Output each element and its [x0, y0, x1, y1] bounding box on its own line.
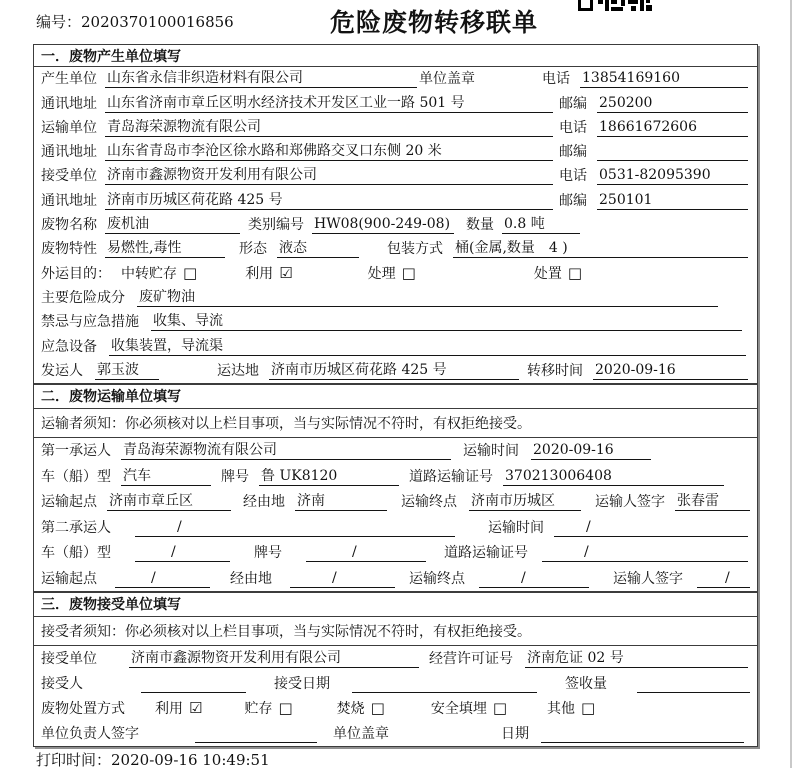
receiver-notice: 接受者须知：你必须核对以上栏目事项，当与实际情况不符时，有权拒绝接受。 — [34, 617, 757, 646]
waste-name-value: 废机油 — [105, 216, 240, 234]
field-label: 产生单位 — [41, 71, 97, 88]
option-treat: 处理 □ — [367, 263, 416, 282]
packaging-value: 桶(金属,数量 4 ) — [453, 240, 748, 258]
route-start-value: 济南市章丘区 — [107, 493, 231, 511]
transport-unit-value: 青岛海荣源物流有限公司 — [105, 119, 553, 137]
receiver-phone-value: 0531-82095390 — [597, 167, 748, 185]
receiving-unit-value: 济南市鑫源物资开发利用有限公司 — [129, 650, 419, 668]
transport-address-value: 山东省青岛市李沧区徐水路和郑佛路交叉口东侧 20 米 — [105, 143, 553, 161]
stamp-date-value — [541, 742, 744, 743]
row-emergency-equipment — [34, 334, 757, 358]
plate-number-value: 鲁 UK8120 — [259, 468, 399, 486]
field-label: 通讯地址 — [41, 95, 97, 112]
field-label: 道路运输证号 — [444, 545, 528, 562]
checkbox-unchecked-icon: □ — [278, 698, 293, 717]
serial-value: 2020370100016856 — [81, 13, 234, 31]
route-via-value: 济南 — [295, 493, 387, 511]
checkbox-unchecked-icon: □ — [567, 263, 583, 282]
row-transport-address — [34, 140, 757, 164]
field-label: 通讯地址 — [41, 144, 97, 161]
field-label: 禁忌与应急措施 — [41, 314, 139, 331]
field-label: 车（船）型 — [41, 545, 111, 562]
print-time-value: 2020-09-16 10:49:51 — [111, 751, 270, 769]
route-start-2-value: / — [115, 570, 210, 588]
field-label: 运输时间 — [488, 519, 544, 536]
transport-phone-value: 18661672606 — [597, 119, 748, 137]
checkbox-checked-icon: ☑ — [279, 263, 293, 282]
qr-code-fragment-icon — [578, 0, 652, 11]
row-receiver-person — [34, 671, 757, 696]
first-carrier-value: 青岛海荣源物流有限公司 — [121, 442, 451, 460]
row-transport-route-1 — [34, 489, 757, 515]
transporter-notice: 运输者须知：你必须核对以上栏目事项，当与实际情况不符时，有权拒绝接受。 — [34, 409, 757, 438]
field-label: 主要危险成分 — [41, 289, 125, 306]
route-via-2-value: / — [290, 570, 395, 588]
receive-date-value — [352, 692, 537, 693]
row-waste-name — [34, 213, 757, 237]
vehicle-type-2-value: / — [135, 544, 230, 562]
field-label: 废物名称 — [41, 217, 97, 234]
route-end-value: 济南市历城区 — [469, 493, 581, 511]
field-label: 运输起点 — [41, 570, 97, 587]
transport-date-value: 2020-09-16 — [531, 442, 651, 460]
waste-category-code-value: HW08(900-249-08) — [312, 216, 454, 234]
row-disposal-method — [34, 696, 757, 721]
field-label: 包装方式 — [387, 241, 443, 258]
option-utilize: 利用 ☑ — [245, 263, 293, 282]
field-label: 经营许可证号 — [429, 650, 513, 667]
field-label: 牌号 — [254, 545, 282, 562]
waste-form-value: 液态 — [277, 240, 359, 258]
transport-postcode-value — [597, 160, 748, 161]
main-hazard-value: 废矿物油 — [137, 289, 718, 307]
field-label: 第一承运人 — [41, 443, 111, 460]
field-label: 日期 — [501, 725, 529, 742]
print-time-line — [36, 749, 270, 770]
checkbox-unchecked-icon: □ — [183, 263, 198, 282]
producer-unit-value: 山东省永信非织造材料有限公司 — [105, 70, 417, 88]
field-label: 废物处置方式 — [41, 700, 125, 717]
field-label: 运输起点 — [41, 494, 97, 511]
transporter-signature-value: 张春雷 — [675, 493, 750, 511]
field-label: 签收量 — [565, 675, 607, 692]
vehicle-type-value: 汽车 — [121, 468, 211, 486]
page-title: 危险废物转移联单 — [330, 8, 539, 37]
field-label: 道路运输证号 — [409, 468, 493, 485]
field-label: 运输时间 — [463, 443, 519, 460]
section2-header: 二．废物运输单位填写 — [34, 383, 757, 409]
option-incinerate: 焚烧 □ — [336, 698, 385, 717]
field-label: 类别编号 — [248, 217, 304, 234]
field-label: 运输终点 — [401, 494, 457, 511]
field-label: 接受日期 — [274, 675, 330, 692]
row-waste-property — [34, 237, 757, 261]
row-first-carrier — [34, 438, 757, 464]
section1-header: 一．废物产生单位填写 — [34, 45, 757, 67]
transporter-signature-2-value: / — [697, 570, 750, 588]
checkbox-unchecked-icon: □ — [370, 698, 385, 717]
field-label: 接受人 — [41, 675, 83, 692]
emergency-measures-value: 收集、导流 — [151, 313, 742, 331]
field-label: 邮编 — [559, 192, 587, 209]
field-label: 外运目的： — [41, 265, 111, 282]
checkbox-unchecked-icon: □ — [401, 263, 416, 282]
receiver-address-value: 济南市历城区荷花路 425 号 — [105, 192, 553, 210]
field-label: 电话 — [559, 119, 587, 136]
row-receiving-unit — [34, 646, 757, 671]
field-label: 应急设备 — [41, 338, 97, 355]
field-label: 单位盖章 — [333, 725, 389, 742]
row-emergency-measures — [34, 310, 757, 334]
producer-phone-value: 13854169160 — [580, 70, 748, 88]
received-quantity-value — [637, 692, 750, 693]
option-dispose: 处置 □ — [533, 263, 583, 282]
row-transport-route-2 — [34, 565, 757, 591]
license-number-value: 济南危证 02 号 — [525, 650, 748, 668]
option-other: 其他 □ — [547, 698, 596, 717]
row-second-carrier — [34, 514, 757, 540]
serial-number-line — [36, 11, 234, 32]
field-label: 单位负责人签字 — [41, 725, 139, 742]
second-carrier-value: / — [135, 519, 455, 537]
field-label: 经由地 — [243, 494, 285, 511]
option-transit-storage: 中转贮存 □ — [121, 263, 198, 282]
plate-number-2-value: / — [306, 544, 426, 562]
checkbox-unchecked-icon: □ — [492, 698, 508, 717]
field-label: 邮编 — [559, 95, 587, 112]
serial-label: 编号： — [36, 13, 82, 31]
field-label: 接受单位 — [41, 168, 97, 185]
checkbox-unchecked-icon: □ — [581, 698, 596, 717]
field-label: 牌号 — [221, 468, 249, 485]
row-responsible-signature — [34, 721, 757, 746]
section3-header: 三．废物接受单位填写 — [34, 591, 757, 617]
transfer-date-value: 2020-09-16 — [593, 362, 748, 380]
responsible-signature-value — [195, 742, 317, 743]
road-permit-value: 370213006408 — [503, 468, 724, 486]
row-transfer-purpose — [34, 261, 757, 285]
receiver-unit-value: 济南市鑫源物资开发利用有限公司 — [105, 167, 553, 185]
field-label: 车（船）型 — [41, 468, 111, 485]
road-permit-2-value: / — [542, 544, 748, 562]
producer-address-value: 山东省济南市章丘区明水经济技术开发区工业一路 501 号 — [105, 95, 553, 113]
field-label: 数量 — [466, 217, 494, 234]
manifest-form-table — [33, 44, 758, 747]
field-label: 运达地 — [217, 362, 259, 379]
row-producer-unit — [34, 67, 757, 91]
route-end-2-value: / — [479, 570, 589, 588]
checkbox-checked-icon: ☑ — [189, 698, 203, 717]
destination-value: 济南市历城区荷花路 425 号 — [269, 362, 519, 380]
row-vehicle-type-2 — [34, 540, 757, 566]
field-label: 电话 — [542, 71, 570, 88]
receiver-postcode-value: 250101 — [597, 192, 748, 210]
field-label: 转移时间 — [527, 362, 583, 379]
row-receiver-unit — [34, 164, 757, 188]
consignor-value: 郭玉波 — [95, 362, 159, 380]
emergency-equipment-value: 收集装置，导流渠 — [109, 338, 746, 356]
field-label: 运输终点 — [409, 570, 465, 587]
transport-date-2-value: / — [554, 519, 748, 537]
print-time-label: 打印时间： — [36, 751, 112, 769]
option-landfill: 安全填埋 □ — [430, 698, 508, 717]
receiver-person-value — [141, 692, 246, 693]
row-producer-address — [34, 91, 757, 115]
page-edge-divider — [790, 0, 792, 768]
row-transport-unit — [34, 116, 757, 140]
field-label: 第二承运人 — [41, 519, 111, 536]
field-label: 单位盖章 — [419, 71, 475, 88]
field-label: 运输人签字 — [595, 494, 665, 511]
field-label: 形态 — [239, 241, 267, 258]
field-label: 通讯地址 — [41, 192, 97, 209]
waste-quantity-value: 0.8 吨 — [502, 216, 580, 234]
row-consignor — [34, 359, 757, 383]
field-label: 电话 — [559, 168, 587, 185]
field-label: 邮编 — [559, 144, 587, 161]
field-label: 接受单位 — [41, 650, 97, 667]
waste-property-value: 易燃性,毒性 — [105, 240, 225, 258]
field-label: 运输人签字 — [613, 570, 683, 587]
field-label: 废物特性 — [41, 241, 97, 258]
field-label: 发运人 — [41, 362, 83, 379]
field-label: 运输单位 — [41, 119, 97, 136]
row-main-hazard — [34, 286, 757, 310]
row-receiver-address — [34, 188, 757, 212]
row-vehicle-type-1 — [34, 463, 757, 489]
option-utilize-3: 利用 ☑ — [155, 698, 203, 717]
field-label: 经由地 — [230, 570, 272, 587]
option-store: 贮存 □ — [244, 698, 293, 717]
producer-postcode-value: 250200 — [597, 95, 748, 113]
